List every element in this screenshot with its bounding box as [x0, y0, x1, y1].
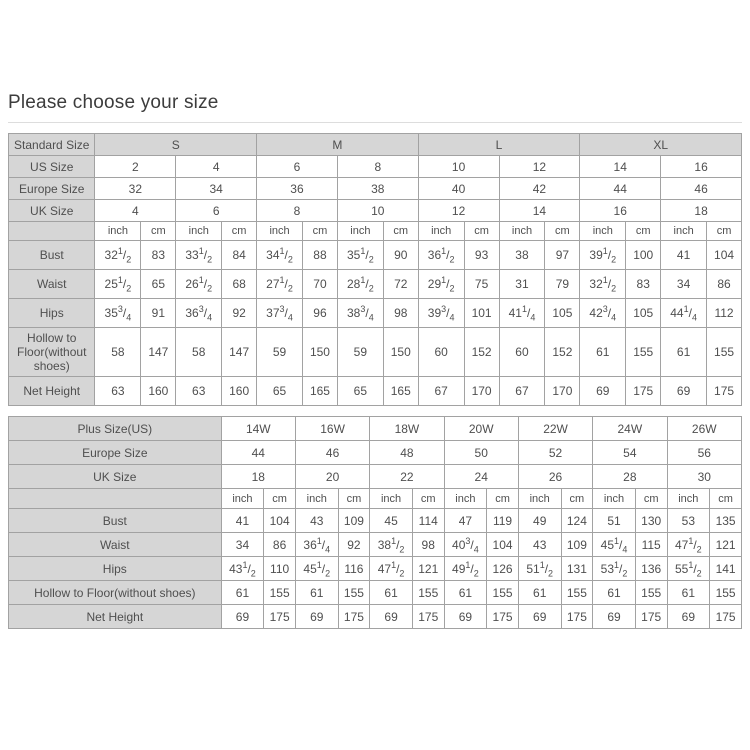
- unit-cell: inch: [337, 222, 383, 241]
- row-label: Plus Size(US): [9, 417, 222, 441]
- unit-cell: cm: [264, 489, 296, 509]
- table-cell: 79: [545, 270, 580, 299]
- table-cell: 47: [444, 509, 487, 533]
- table-cell: 67: [418, 377, 464, 406]
- size-cell: 16: [580, 200, 661, 222]
- plus-size-table: [8, 416, 742, 629]
- row-label: [9, 222, 95, 241]
- table-cell: 69: [667, 605, 710, 629]
- table-cell: 152: [545, 328, 580, 377]
- table-row: [9, 441, 742, 465]
- table-cell: 86: [707, 270, 742, 299]
- table-cell: 49: [518, 509, 561, 533]
- table-cell: 165: [303, 377, 338, 406]
- size-cell: M: [257, 134, 419, 156]
- size-cell: 4: [95, 200, 176, 222]
- table-row: [9, 557, 742, 581]
- size-cell: 44: [580, 178, 661, 200]
- table-cell: $55^1/_2$: [667, 557, 710, 581]
- table-cell: $49^1/_2$: [444, 557, 487, 581]
- table-cell: 65: [337, 377, 383, 406]
- table-cell: 34: [221, 533, 264, 557]
- table-cell: $39^3/_4$: [418, 299, 464, 328]
- size-cell: 56: [667, 441, 742, 465]
- table-cell: 97: [545, 241, 580, 270]
- table-cell: 101: [464, 299, 499, 328]
- table-cell: 51: [593, 509, 636, 533]
- table-cell: 69: [370, 605, 413, 629]
- table-cell: 84: [222, 241, 257, 270]
- unit-cell: inch: [95, 222, 141, 241]
- table-cell: 60: [499, 328, 545, 377]
- table-cell: $35^3/_4$: [95, 299, 141, 328]
- unit-cell: cm: [222, 222, 257, 241]
- row-label: Hollow to Floor(without shoes): [9, 581, 222, 605]
- unit-cell: cm: [561, 489, 593, 509]
- unit-cell: inch: [418, 222, 464, 241]
- table-cell: 75: [464, 270, 499, 299]
- table-cell: 93: [464, 241, 499, 270]
- table-row: [9, 533, 742, 557]
- table-cell: 105: [545, 299, 580, 328]
- table-cell: 65: [141, 270, 176, 299]
- size-cell: S: [95, 134, 257, 156]
- row-label: Bust: [9, 241, 95, 270]
- size-cell: XL: [580, 134, 742, 156]
- table-cell: 135: [710, 509, 742, 533]
- unit-cell: inch: [257, 222, 303, 241]
- table-cell: 155: [707, 328, 742, 377]
- unit-cell: cm: [707, 222, 742, 241]
- table-cell: 31: [499, 270, 545, 299]
- size-cell: 38: [337, 178, 418, 200]
- row-label: UK Size: [9, 200, 95, 222]
- table-cell: $53^1/_2$: [593, 557, 636, 581]
- size-cell: 24W: [593, 417, 667, 441]
- table-cell: $44^1/_4$: [661, 299, 707, 328]
- table-cell: 45: [370, 509, 413, 533]
- table-cell: 104: [707, 241, 742, 270]
- unit-cell: cm: [383, 222, 418, 241]
- table-cell: 58: [95, 328, 141, 377]
- size-cell: 22: [370, 465, 444, 489]
- size-cell: 18W: [370, 417, 444, 441]
- size-cell: 8: [337, 156, 418, 178]
- table-row: [9, 377, 742, 406]
- size-cell: 20: [295, 465, 369, 489]
- row-label: Hollow to Floor(without shoes): [9, 328, 95, 377]
- table-cell: 152: [464, 328, 499, 377]
- table-cell: 109: [338, 509, 370, 533]
- size-cell: 54: [593, 441, 667, 465]
- table-cell: $41^1/_4$: [499, 299, 545, 328]
- size-cell: 26W: [667, 417, 742, 441]
- table-cell: 160: [222, 377, 257, 406]
- table-cell: 86: [264, 533, 296, 557]
- size-cell: 46: [661, 178, 742, 200]
- table-cell: 175: [412, 605, 444, 629]
- table-cell: $38^1/_2$: [370, 533, 413, 557]
- table-cell: 61: [518, 581, 561, 605]
- unit-cell: cm: [710, 489, 742, 509]
- table-cell: 83: [626, 270, 661, 299]
- table-cell: 63: [176, 377, 222, 406]
- size-cell: 2: [95, 156, 176, 178]
- table-cell: 175: [635, 605, 667, 629]
- table-cell: $47^1/_2$: [667, 533, 710, 557]
- unit-cell: cm: [303, 222, 338, 241]
- table-cell: 68: [222, 270, 257, 299]
- table-cell: $42^3/_4$: [580, 299, 626, 328]
- size-cell: 20W: [444, 417, 518, 441]
- table-cell: $36^1/_4$: [295, 533, 338, 557]
- page-title: Please choose your size: [8, 92, 219, 113]
- size-cell: 40: [418, 178, 499, 200]
- table-cell: 60: [418, 328, 464, 377]
- table-row: [9, 605, 742, 629]
- table-cell: 121: [710, 533, 742, 557]
- size-cell: 52: [518, 441, 592, 465]
- table-cell: 147: [222, 328, 257, 377]
- table-row: [9, 581, 742, 605]
- unit-cell: inch: [176, 222, 222, 241]
- table-cell: 69: [580, 377, 626, 406]
- table-cell: 98: [383, 299, 418, 328]
- size-cell: 18: [221, 465, 295, 489]
- table-cell: $45^1/_2$: [295, 557, 338, 581]
- table-cell: 70: [303, 270, 338, 299]
- table-cell: $43^1/_2$: [221, 557, 264, 581]
- table-row: [9, 178, 742, 200]
- table-cell: $27^1/_2$: [257, 270, 303, 299]
- table-cell: 91: [141, 299, 176, 328]
- table-cell: 147: [141, 328, 176, 377]
- row-label: Bust: [9, 509, 222, 533]
- table-cell: $29^1/_2$: [418, 270, 464, 299]
- unit-cell: inch: [580, 222, 626, 241]
- table-cell: 105: [626, 299, 661, 328]
- table-cell: 155: [710, 581, 742, 605]
- table-cell: 160: [141, 377, 176, 406]
- table-cell: 110: [264, 557, 296, 581]
- size-cell: 10: [418, 156, 499, 178]
- table-cell: 150: [303, 328, 338, 377]
- table-cell: 175: [338, 605, 370, 629]
- table-row: [9, 509, 742, 533]
- table-cell: 41: [221, 509, 264, 533]
- table-cell: $40^3/_4$: [444, 533, 487, 557]
- size-cell: 4: [176, 156, 257, 178]
- table-cell: 124: [561, 509, 593, 533]
- row-label: Europe Size: [9, 441, 222, 465]
- table-cell: 112: [707, 299, 742, 328]
- table-cell: 155: [561, 581, 593, 605]
- table-cell: $25^1/_2$: [95, 270, 141, 299]
- table-cell: 69: [221, 605, 264, 629]
- row-label: US Size: [9, 156, 95, 178]
- table-cell: 61: [444, 581, 487, 605]
- table-cell: 53: [667, 509, 710, 533]
- table-cell: 90: [383, 241, 418, 270]
- table-cell: $34^1/_2$: [257, 241, 303, 270]
- unit-cell: inch: [444, 489, 487, 509]
- table-cell: 69: [295, 605, 338, 629]
- size-cell: 14: [499, 200, 580, 222]
- table-cell: $51^1/_2$: [518, 557, 561, 581]
- table-cell: 126: [487, 557, 519, 581]
- table-cell: 170: [464, 377, 499, 406]
- row-label: [9, 489, 222, 509]
- table-cell: 72: [383, 270, 418, 299]
- unit-cell: inch: [295, 489, 338, 509]
- unit-cell: cm: [141, 222, 176, 241]
- table-cell: 109: [561, 533, 593, 557]
- table-cell: $35^1/_2$: [337, 241, 383, 270]
- table-cell: 175: [626, 377, 661, 406]
- table-cell: 114: [412, 509, 444, 533]
- size-cell: 36: [257, 178, 338, 200]
- unit-cell: cm: [412, 489, 444, 509]
- table-cell: 104: [487, 533, 519, 557]
- table-cell: 61: [667, 581, 710, 605]
- size-cell: 50: [444, 441, 518, 465]
- size-cell: 18: [661, 200, 742, 222]
- size-cell: 42: [499, 178, 580, 200]
- unit-cell: inch: [667, 489, 710, 509]
- size-cell: 32: [95, 178, 176, 200]
- table-cell: $45^1/_4$: [593, 533, 636, 557]
- unit-cell: cm: [545, 222, 580, 241]
- row-label: Waist: [9, 270, 95, 299]
- table-cell: 88: [303, 241, 338, 270]
- table-cell: 130: [635, 509, 667, 533]
- row-label: Waist: [9, 533, 222, 557]
- table-cell: 170: [545, 377, 580, 406]
- table-cell: 121: [412, 557, 444, 581]
- table-cell: 98: [412, 533, 444, 557]
- unit-cell: inch: [593, 489, 636, 509]
- row-label: Hips: [9, 557, 222, 581]
- unit-cell: inch: [661, 222, 707, 241]
- table-cell: 155: [264, 581, 296, 605]
- unit-cell: cm: [487, 489, 519, 509]
- table-cell: $33^1/_2$: [176, 241, 222, 270]
- size-cell: 28: [593, 465, 667, 489]
- table-cell: 92: [222, 299, 257, 328]
- table-cell: 43: [518, 533, 561, 557]
- table-cell: 131: [561, 557, 593, 581]
- table-cell: $38^3/_4$: [337, 299, 383, 328]
- unit-cell: cm: [635, 489, 667, 509]
- table-cell: 155: [487, 581, 519, 605]
- table-cell: 41: [661, 241, 707, 270]
- unit-cell: inch: [499, 222, 545, 241]
- table-cell: $32^1/_2$: [95, 241, 141, 270]
- table-cell: 61: [661, 328, 707, 377]
- table-cell: $32^1/_2$: [580, 270, 626, 299]
- table-cell: 175: [487, 605, 519, 629]
- table-cell: $39^1/_2$: [580, 241, 626, 270]
- table-cell: $26^1/_2$: [176, 270, 222, 299]
- size-cell: 14: [580, 156, 661, 178]
- unit-cell: inch: [518, 489, 561, 509]
- table-cell: 115: [635, 533, 667, 557]
- row-label: Net Height: [9, 377, 95, 406]
- row-label: Standard Size: [9, 134, 95, 156]
- table-cell: $36^3/_4$: [176, 299, 222, 328]
- size-cell: 12: [499, 156, 580, 178]
- size-cell: 8: [257, 200, 338, 222]
- table-cell: 136: [635, 557, 667, 581]
- row-label: Hips: [9, 299, 95, 328]
- table-cell: 59: [337, 328, 383, 377]
- table-cell: 150: [383, 328, 418, 377]
- row-label: Net Height: [9, 605, 222, 629]
- table-cell: 61: [580, 328, 626, 377]
- table-cell: 92: [338, 533, 370, 557]
- unit-row: [9, 222, 742, 241]
- table-cell: $36^1/_2$: [418, 241, 464, 270]
- size-cell: 44: [221, 441, 295, 465]
- unit-cell: cm: [464, 222, 499, 241]
- table-row: [9, 417, 742, 441]
- size-cell: L: [418, 134, 580, 156]
- size-cell: 10: [337, 200, 418, 222]
- size-cell: 6: [257, 156, 338, 178]
- table-cell: 141: [710, 557, 742, 581]
- table-cell: 165: [383, 377, 418, 406]
- unit-row: [9, 489, 742, 509]
- size-cell: 24: [444, 465, 518, 489]
- size-cell: 30: [667, 465, 742, 489]
- table-cell: 58: [176, 328, 222, 377]
- size-cell: 12: [418, 200, 499, 222]
- table-row: [9, 134, 742, 156]
- table-cell: 175: [710, 605, 742, 629]
- table-cell: 155: [626, 328, 661, 377]
- size-cell: 46: [295, 441, 369, 465]
- table-cell: 104: [264, 509, 296, 533]
- table-cell: $47^1/_2$: [370, 557, 413, 581]
- table-row: [9, 156, 742, 178]
- table-cell: 69: [518, 605, 561, 629]
- table-cell: 59: [257, 328, 303, 377]
- table-cell: 61: [593, 581, 636, 605]
- table-cell: 34: [661, 270, 707, 299]
- table-cell: 175: [264, 605, 296, 629]
- size-cell: 48: [370, 441, 444, 465]
- row-label: UK Size: [9, 465, 222, 489]
- table-row: [9, 200, 742, 222]
- heading-divider: [8, 122, 742, 123]
- size-cell: 6: [176, 200, 257, 222]
- table-row: [9, 299, 742, 328]
- table-cell: 61: [370, 581, 413, 605]
- table-cell: 175: [707, 377, 742, 406]
- table-cell: 83: [141, 241, 176, 270]
- table-cell: 155: [412, 581, 444, 605]
- table-cell: 175: [561, 605, 593, 629]
- table-cell: 100: [626, 241, 661, 270]
- table-cell: 63: [95, 377, 141, 406]
- size-cell: 14W: [221, 417, 295, 441]
- table-cell: 65: [257, 377, 303, 406]
- size-cell: 26: [518, 465, 592, 489]
- table-row: [9, 465, 742, 489]
- size-cell: 34: [176, 178, 257, 200]
- table-cell: 69: [593, 605, 636, 629]
- standard-size-table: [8, 133, 742, 406]
- table-cell: 69: [444, 605, 487, 629]
- table-cell: 119: [487, 509, 519, 533]
- size-cell: 16W: [295, 417, 369, 441]
- table-cell: 61: [295, 581, 338, 605]
- unit-cell: cm: [338, 489, 370, 509]
- size-cell: 16: [661, 156, 742, 178]
- unit-cell: cm: [626, 222, 661, 241]
- row-label: Europe Size: [9, 178, 95, 200]
- table-row: [9, 241, 742, 270]
- table-row: [9, 328, 742, 377]
- table-cell: 61: [221, 581, 264, 605]
- table-cell: $28^1/_2$: [337, 270, 383, 299]
- table-cell: 38: [499, 241, 545, 270]
- table-cell: 96: [303, 299, 338, 328]
- table-cell: 67: [499, 377, 545, 406]
- table-cell: 155: [635, 581, 667, 605]
- unit-cell: inch: [221, 489, 264, 509]
- table-cell: $37^3/_4$: [257, 299, 303, 328]
- table-cell: 69: [661, 377, 707, 406]
- table-cell: 116: [338, 557, 370, 581]
- table-cell: 43: [295, 509, 338, 533]
- unit-cell: inch: [370, 489, 413, 509]
- table-cell: 155: [338, 581, 370, 605]
- size-cell: 22W: [518, 417, 592, 441]
- table-row: [9, 270, 742, 299]
